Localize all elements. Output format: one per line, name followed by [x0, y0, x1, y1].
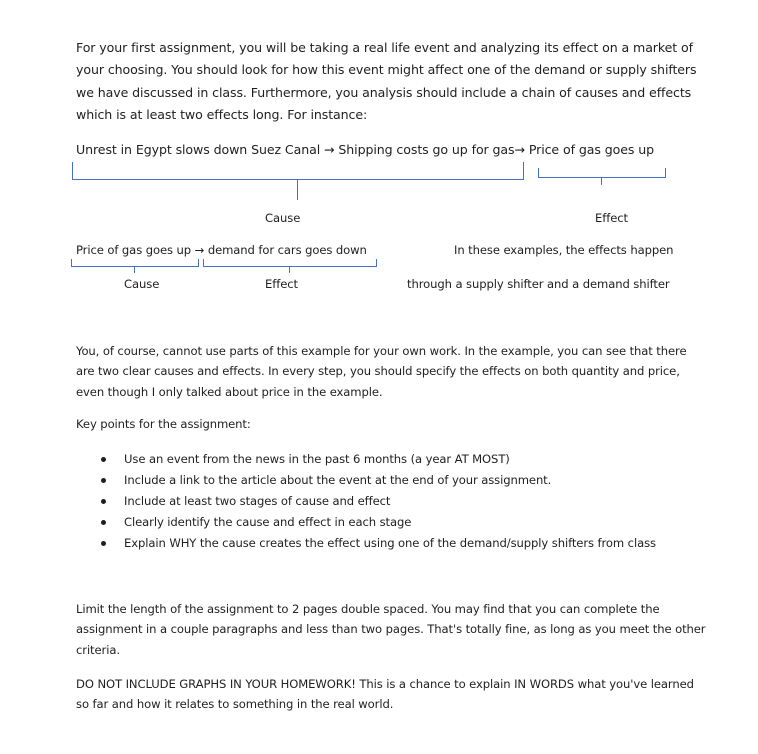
side-note-line1: In these examples, the effects happen	[454, 243, 674, 257]
example1-effect-tick	[601, 178, 602, 185]
list-item: Include at least two stages of cause and effect	[76, 491, 656, 512]
list-item: Use an event from the news in the past 6 months (a year AT MOST)	[76, 449, 656, 470]
example1-effect-bracket	[538, 168, 666, 178]
example2-effect-label: Effect	[265, 277, 298, 291]
bullet-icon	[101, 520, 106, 525]
bullet-icon	[101, 499, 106, 504]
example2-cause-label: Cause	[124, 277, 160, 291]
example2-cause-tick	[134, 266, 135, 273]
paragraph-three: Limit the length of the assignment to 2 pages double spaced. You may find that you can complete the assignment in a couple paragraphs and less than two pages. That's totally fine, as long as you meet the other criteria.	[76, 602, 706, 657]
example2-chain: Price of gas goes up → demand for cars goes down	[76, 243, 367, 257]
intro-paragraph: For your first assignment, you will be taking a real life event and analyzing its effect on a market of your choosing. You should look for how this event might affect one of the demand or supply shifters we have discussed in class. Furthermore, you analysis should include a chain of causes and effects which is at least two effects long. For instance:	[76, 40, 697, 122]
example2-effect-tick	[289, 266, 290, 273]
key-points-list	[76, 449, 656, 554]
example1-cause-tick	[297, 180, 298, 200]
paragraph-two: You, of course, cannot use parts of this example for your own work. In the example, you can see that there are two clear causes and effects. In every step, you should specify the effects on both quantity and price, even though I only talked about price in the example.	[76, 344, 687, 399]
list-item: Include a link to the article about the event at the end of your assignment.	[76, 470, 656, 491]
example1-cause-bracket	[72, 162, 524, 180]
list-item: Clearly identify the cause and effect in each stage	[76, 512, 656, 533]
bullet-icon	[101, 478, 106, 483]
example2-cause-bracket	[71, 259, 199, 267]
list-item: Explain WHY the cause creates the effect using one of the demand/supply shifters from class	[76, 533, 656, 554]
bullet-icon	[101, 541, 106, 546]
example1-effect-label: Effect	[595, 211, 628, 225]
bullet-icon	[101, 457, 106, 462]
example2-effect-bracket	[203, 259, 377, 267]
paragraph-four: DO NOT INCLUDE GRAPHS IN YOUR HOMEWORK! This is a chance to explain IN WORDS what you've learned so far and how it relates to something in the real world.	[76, 677, 694, 712]
example1-chain: Unrest in Egypt slows down Suez Canal → Shipping costs go up for gas→ Price of gas goes up	[76, 142, 654, 157]
key-points-heading: Key points for the assignment:	[76, 417, 251, 431]
example1-cause-label: Cause	[265, 211, 301, 225]
side-note-line2: through a supply shifter and a demand shifter	[407, 277, 670, 291]
